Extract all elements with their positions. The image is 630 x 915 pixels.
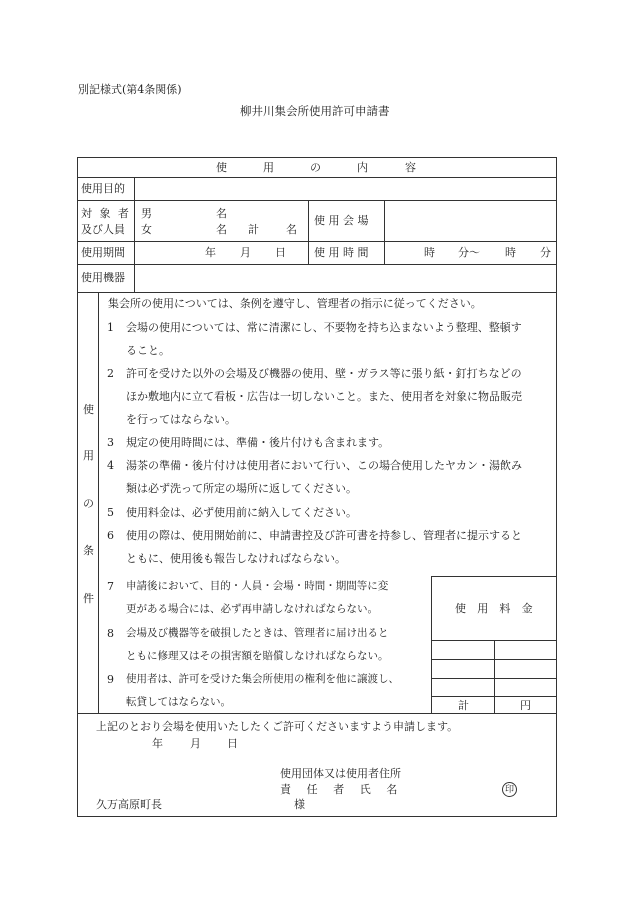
request-day-label: 日 bbox=[227, 737, 238, 750]
row-line bbox=[77, 177, 557, 178]
request-year-label: 年 bbox=[152, 737, 163, 750]
col-line bbox=[384, 200, 385, 264]
table-border-top bbox=[77, 157, 557, 158]
condition-line: 湯茶の準備・後片付けは使用者において行い、この場合使用したヤカン・湯飲み bbox=[126, 459, 522, 472]
condition-line: 許可を受けた以外の会場及び機器の使用、壁・ガラス等に張り紙・釘打ちなどの bbox=[126, 367, 522, 380]
condition-line: ること。 bbox=[126, 344, 170, 357]
condition-line: 申請後において、目的・人員・会場・時間・期間等に変 bbox=[126, 580, 389, 592]
condition-line: を行ってはならない。 bbox=[126, 413, 236, 426]
target-label-2: 及び人員 bbox=[81, 223, 125, 236]
condition-line: 会場の使用については、常に清潔にし、不要物を持ち込まないよう整理、整頓す bbox=[126, 321, 522, 334]
responsible-label: 責 任 者 氏 名 bbox=[280, 783, 404, 796]
fee-box-line bbox=[431, 576, 432, 713]
month-label: 月 bbox=[240, 246, 251, 259]
request-month-label: 月 bbox=[190, 737, 201, 750]
row-line bbox=[77, 292, 557, 293]
form-title: 柳井川集会所使用許可申請書 bbox=[240, 104, 390, 118]
condition-number: 8 bbox=[107, 627, 114, 640]
condition-number: 4 bbox=[107, 459, 114, 472]
condition-number: 7 bbox=[107, 580, 114, 593]
conditions-vertical-char: 条 bbox=[83, 544, 94, 557]
condition-line: 使用の際は、使用開始前に、申請書控及び許可書を持参し、管理者に提示すると bbox=[126, 529, 522, 542]
condition-number: 3 bbox=[107, 436, 114, 449]
venue-field[interactable] bbox=[386, 202, 554, 240]
condition-line: ほか敷地内に立て看板・広告は一切しないこと。また、使用者を対象に物品販売 bbox=[126, 390, 522, 403]
contents-header-char: 容 bbox=[405, 161, 416, 174]
table-border-left bbox=[77, 157, 78, 817]
time-label: 使 用 時 間 bbox=[314, 246, 369, 259]
venue-label: 使 用 会 場 bbox=[314, 214, 369, 227]
conditions-vertical-char: の bbox=[83, 497, 94, 510]
col-line bbox=[98, 292, 99, 713]
fee-box-line bbox=[431, 576, 557, 577]
fee-box-line bbox=[494, 640, 495, 713]
condition-line: 更がある場合には、必ず再申請しなければならない。 bbox=[126, 603, 378, 615]
fee-header: 使 用 料 金 bbox=[455, 602, 537, 615]
seal-mark: 印 bbox=[502, 782, 517, 797]
conditions-intro: 集会所の使用については、条例を遵守し、管理者の指示に従ってください。 bbox=[108, 297, 482, 310]
mayor-label: 久万高原町長 bbox=[96, 798, 162, 811]
hour-label: 時 bbox=[505, 246, 516, 259]
table-border-bottom bbox=[77, 816, 557, 817]
minute-label: 分 bbox=[540, 246, 551, 259]
condition-number: 5 bbox=[107, 506, 114, 519]
table-border-right bbox=[556, 157, 557, 817]
fee-yen-label: 円 bbox=[520, 699, 531, 712]
equipment-label: 使用機器 bbox=[81, 271, 125, 284]
contents-header-char: 使 bbox=[216, 161, 227, 174]
male-label: 男 bbox=[141, 207, 152, 220]
contents-header-char: の bbox=[310, 161, 321, 174]
condition-line: ともに、使用後も報告しなければならない。 bbox=[126, 552, 346, 565]
conditions-vertical-char: 使 bbox=[83, 403, 94, 416]
row-line bbox=[77, 713, 557, 714]
male-persons-unit: 名 bbox=[216, 207, 227, 220]
condition-line: 使用者は、許可を受けた集会所使用の権利を他に譲渡し、 bbox=[126, 673, 399, 685]
row-line bbox=[77, 200, 557, 201]
condition-line: 使用料金は、必ず使用前に納入してください。 bbox=[126, 506, 357, 519]
honorific: 様 bbox=[294, 798, 305, 811]
condition-line: 転貸してはならない。 bbox=[126, 696, 231, 708]
contents-header-char: 内 bbox=[357, 161, 368, 174]
condition-line: ともに修理又はその損害額を賠償しなければならない。 bbox=[126, 650, 389, 662]
form-label: 別記様式(第4条関係) bbox=[78, 83, 182, 96]
equipment-field[interactable] bbox=[136, 266, 554, 291]
row-line bbox=[77, 264, 557, 265]
condition-line: 規定の使用時間には、準備・後片付けも含まれます。 bbox=[126, 436, 390, 449]
condition-number: 1 bbox=[107, 321, 114, 334]
total-label: 計 bbox=[248, 223, 259, 236]
condition-number: 2 bbox=[107, 367, 114, 380]
row-line bbox=[77, 241, 557, 242]
request-text: 上記のとおり会場を使用いたしたくご許可くださいますよう申請します。 bbox=[96, 720, 459, 733]
minute-tilde-label: 分〜 bbox=[458, 246, 480, 259]
purpose-field[interactable] bbox=[136, 179, 554, 199]
hour-label: 時 bbox=[424, 246, 435, 259]
total-persons-unit: 名 bbox=[286, 223, 297, 236]
condition-line: 会場及び機器等を破損したときは、管理者に届け出ると bbox=[126, 627, 389, 639]
purpose-label: 使用目的 bbox=[81, 182, 125, 195]
female-label: 女 bbox=[141, 223, 152, 236]
condition-number: 6 bbox=[107, 529, 114, 542]
condition-number: 9 bbox=[107, 673, 114, 686]
contents-header-char: 用 bbox=[263, 161, 274, 174]
col-line bbox=[308, 200, 309, 264]
fee-total-label: 計 bbox=[458, 699, 469, 712]
col-line bbox=[134, 177, 135, 292]
day-label: 日 bbox=[275, 246, 286, 259]
condition-line: 類は必ず洗って所定の場所に返してください。 bbox=[126, 482, 357, 495]
year-label: 年 bbox=[205, 246, 216, 259]
conditions-vertical-char: 用 bbox=[83, 449, 94, 462]
target-label-1: 対 象 者 bbox=[81, 207, 131, 220]
female-persons-unit: 名 bbox=[216, 223, 227, 236]
conditions-vertical-char: 件 bbox=[83, 592, 94, 605]
period-label: 使用期間 bbox=[81, 246, 125, 259]
applicant-address-label: 使用団体又は使用者住所 bbox=[280, 767, 401, 780]
